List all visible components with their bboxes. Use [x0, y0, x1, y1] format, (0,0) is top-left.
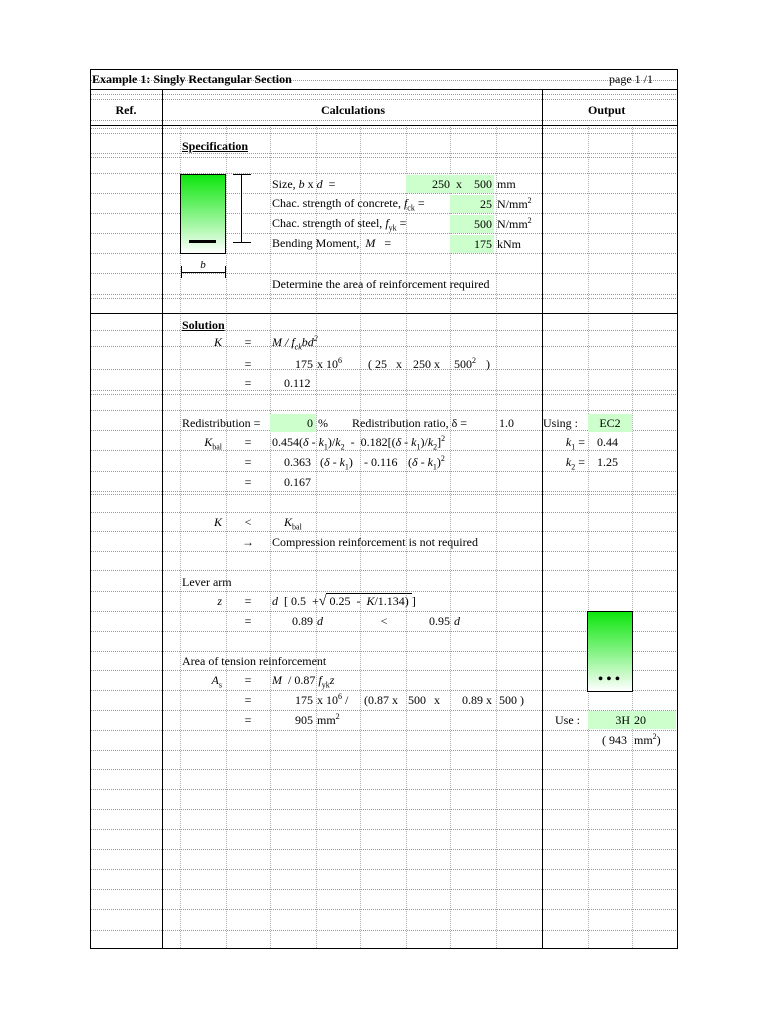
z-max-d-symbol: d [454, 614, 460, 628]
kbal-symbol: $K_{bal}$ [204, 435, 222, 452]
grid-row-line [90, 512, 678, 513]
width-dimension-line [181, 272, 225, 273]
grid-row-line [90, 346, 678, 347]
solution-heading: Solution [182, 318, 225, 332]
k2-label: $k_2$ = [565, 455, 585, 472]
grid-row-line [90, 849, 678, 850]
fck-label: Chac. strength of concrete, $f_{ck}$ = [272, 196, 425, 213]
depth-tick-top [233, 174, 251, 175]
rebar-dots: • • • [598, 672, 620, 687]
grid-row-line [90, 930, 678, 931]
grid-row-line [90, 330, 678, 331]
grid-row-line [90, 551, 678, 552]
using-label: Using : [543, 416, 579, 430]
size-label: Size, b x d = [272, 177, 336, 191]
k-symbol: K [213, 335, 222, 349]
grid-row-line [90, 869, 678, 870]
grid-row-line [90, 294, 678, 295]
k1-label: $k_1$ = [565, 435, 585, 452]
k-close-bracket: ) [486, 357, 490, 371]
grid-row-line [90, 157, 678, 158]
z-formula: d [ 0.5 +√ 0.25 - K/1.134) ] [272, 594, 416, 609]
ref-column-rule [162, 89, 163, 948]
redistribution-value[interactable]: 0 [307, 416, 313, 430]
z-value: 0.89 [292, 614, 313, 628]
grid-row-line [90, 128, 678, 129]
grid-row-line [90, 273, 678, 274]
grid-row-line [90, 909, 678, 910]
grid-row-line [90, 829, 678, 830]
compression-conclusion: Compression reinforcement is not required [272, 535, 478, 549]
grid-row-line [90, 809, 678, 810]
grid-row-line [90, 253, 678, 254]
size-d-value[interactable]: 500 [474, 177, 492, 191]
redistribution-ratio: 1.0 [499, 416, 514, 430]
grid-row-line [90, 193, 678, 194]
grid-row-line [90, 769, 678, 770]
fyk-value[interactable]: 500 [474, 217, 492, 231]
k-b-value: 250 x [413, 357, 440, 371]
grid-row-line [90, 390, 678, 391]
bar-size[interactable]: 20 [634, 713, 646, 727]
as-moment-value: 175 [295, 693, 313, 707]
fck-unit: $N/mm^2$ [497, 196, 532, 211]
grid-column-line [588, 125, 589, 948]
fck-value[interactable]: 25 [480, 197, 492, 211]
grid-row-line [90, 531, 678, 532]
moment-label: Bending Moment, M = [272, 236, 392, 250]
compare-sign: < [244, 515, 252, 529]
grid-row-line [90, 789, 678, 790]
specification-heading: Specification [182, 139, 248, 153]
k-result: 0.112 [284, 376, 311, 390]
kbal-result-equals: = [244, 475, 252, 489]
fyk-label: Chac. strength of steel, $f_{yk}$ = [272, 216, 407, 233]
as-result-unit: $mm^2$ [317, 712, 340, 727]
as-equals: = [244, 673, 252, 687]
grid-row-line [90, 410, 678, 411]
width-dimension-label: b [200, 259, 206, 271]
k-sub-equals: = [244, 357, 252, 371]
grid-row-line [90, 570, 678, 571]
ref-column-header: Ref. [115, 103, 137, 117]
kbal-sub-equals: = [244, 455, 252, 469]
kbal-term-1: $(\delta - k_1)$ [320, 455, 353, 472]
k-formula: M / $f_{ck}bd^2$ [272, 334, 318, 352]
grid-row-line [90, 298, 678, 299]
frame-top [90, 69, 678, 70]
as-sub-equals: = [244, 693, 252, 707]
z-d-symbol: d [317, 614, 323, 628]
size-unit: mm [497, 177, 516, 191]
grid-row-line [90, 133, 678, 134]
z-sub-equals: = [244, 614, 252, 628]
provided-area-unit: $mm^2$) [634, 732, 661, 747]
z-symbol: z [217, 594, 222, 608]
tension-bar-line [189, 240, 216, 243]
grid-column-line [270, 125, 271, 948]
grid-row-line [90, 153, 678, 154]
frame-bottom [90, 948, 678, 949]
k-equals: = [244, 335, 252, 349]
grid-row-line [90, 471, 678, 472]
as-result: 905 [295, 713, 313, 727]
kbal-term-2: $(\delta - k_1)^2$ [408, 454, 445, 472]
k-result-equals: = [244, 376, 252, 390]
grid-row-line [90, 394, 678, 395]
grid-row-line [90, 233, 678, 234]
bar-count[interactable]: 3H [615, 713, 630, 727]
as-formula: M / 0.87 $f_{yk}z$ [272, 673, 335, 690]
page-number: page 1 /1 [609, 72, 653, 86]
moment-unit: kNm [497, 237, 521, 251]
k-open-bracket: ( 25 [368, 357, 387, 371]
grid-column-line [632, 125, 633, 948]
header-rule [90, 89, 678, 90]
calculations-column-header: Calculations [320, 103, 385, 117]
compare-kbal-symbol: $K_{bal}$ [284, 515, 302, 532]
grid-row-line [90, 591, 678, 592]
k-power: x $10^6$ [317, 356, 342, 371]
k2-value: 1.25 [597, 455, 618, 469]
grid-row-line [90, 99, 678, 100]
width-tick-right [225, 266, 226, 278]
grid-row-line [90, 120, 678, 121]
conclusion-arrow: → [242, 535, 254, 549]
as-power: x $10^6$ / [317, 692, 349, 707]
depth-dimension-line [241, 174, 242, 242]
as-z-value: 0.89 x [462, 693, 492, 707]
as-d-value: 500 ) [499, 693, 524, 707]
as-symbol: $A_s$ [211, 673, 222, 690]
k1-value: 0.44 [597, 435, 618, 449]
grid-row-line [90, 213, 678, 214]
as-result-equals: = [244, 713, 252, 727]
z-max-value: 0.95 [429, 614, 450, 628]
k-moment-value: 175 [295, 357, 313, 371]
design-code[interactable]: EC2 [599, 416, 621, 430]
as-open-bracket: (0.87 x [364, 693, 398, 707]
kbal-coefficient-1: 0.363 [284, 455, 311, 469]
k-d-value: $500^2$ [454, 356, 476, 371]
tension-area-heading: Area of tension reinforcement [182, 654, 327, 668]
as-fyk-value: 500 [408, 693, 426, 707]
frame-left [90, 69, 91, 948]
grid-row-line [90, 494, 678, 495]
output-column-rule [542, 89, 543, 948]
redistribution-unit: % [318, 416, 328, 430]
k-times: x [396, 357, 402, 371]
kbal-coefficient-2: - 0.116 [364, 455, 398, 469]
kbal-result: 0.167 [284, 475, 311, 489]
output-column-header: Output [588, 103, 626, 117]
task-statement: Determine the area of reinforcement required [272, 277, 490, 291]
z-compare-sign: < [380, 614, 388, 628]
size-b-value[interactable]: 250 [432, 177, 450, 191]
grid-row-line [90, 889, 678, 890]
provided-area: ( 943 [602, 733, 627, 747]
size-x: x [456, 177, 462, 191]
depth-tick-bottom [233, 242, 251, 243]
frame-right [677, 69, 678, 948]
grid-column-line [226, 125, 227, 948]
as-times: x [434, 693, 440, 707]
redistribution-ratio-label: Redistribution ratio, δ = [352, 416, 468, 430]
fyk-unit: $N/mm^2$ [497, 216, 532, 231]
grid-row-line [90, 173, 678, 174]
lever-arm-heading: Lever arm [182, 575, 232, 589]
sheet-title: Example 1: Singly Rectangular Section [92, 72, 292, 86]
grid-row-line [90, 94, 678, 95]
z-equals: = [244, 594, 252, 608]
grid-row-line [90, 450, 678, 451]
moment-value[interactable]: 175 [474, 237, 492, 251]
kbal-equals: = [244, 435, 252, 449]
grid-row-line [90, 491, 678, 492]
redistribution-label: Redistribution = [182, 416, 261, 430]
column-header-rule [90, 125, 678, 126]
grid-row-line [90, 730, 678, 731]
kbal-formula: $0.454(\delta - k_1)/k_2 - 0.182[(\delta - k_1)/k_2]^2$ [272, 434, 446, 452]
grid-row-line [90, 750, 678, 751]
compare-k-symbol: K [213, 515, 222, 529]
spec-solution-rule [90, 313, 678, 314]
use-label: Use : [555, 713, 580, 727]
